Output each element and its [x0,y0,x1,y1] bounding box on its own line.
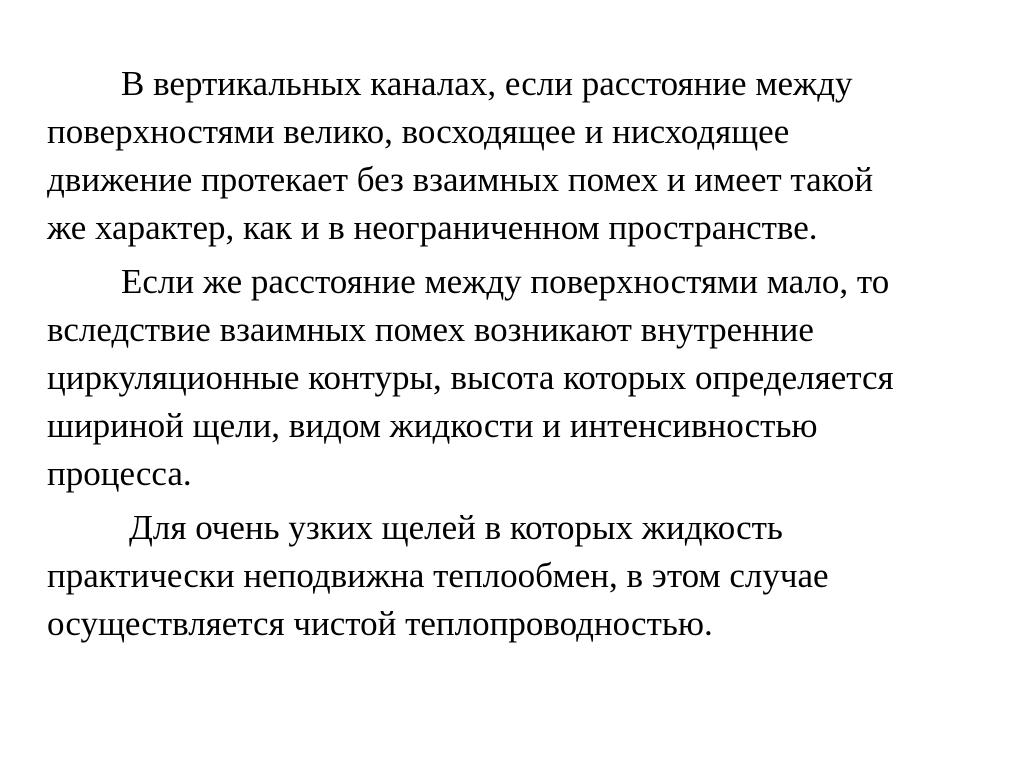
body-text [47,60,1022,648]
text-line: Если же расстояние между поверхностями мало, то [121,262,890,301]
paragraph-small-gap [47,258,1022,498]
text-line: Для очень узких щелей в которых жидкость [129,508,783,547]
text-line: практически неподвижна теплообмен, в этом случае [47,556,829,595]
text-line: же характер, как и в неограниченном пространстве. [47,208,818,247]
text-line: вследствие взаимных помех возникают внутренние [47,310,814,349]
text-line: движение протекает без взаимных помех и имеет такой [47,160,874,199]
text-line: осуществляется чистой теплопроводностью. [47,604,713,643]
paragraph-vertical-channels [47,60,1022,252]
text-line: поверхностями велико, восходящее и нисходящее [47,112,790,151]
text-line: циркуляционные контуры, высота которых определяется [47,358,894,397]
paragraph-narrow-slits [47,504,1022,648]
text-line: шириной щели, видом жидкости и интенсивностью [47,406,818,445]
text-line: процесса. [47,454,192,493]
text-line: В вертикальных каналах, если расстояние между [121,64,853,103]
